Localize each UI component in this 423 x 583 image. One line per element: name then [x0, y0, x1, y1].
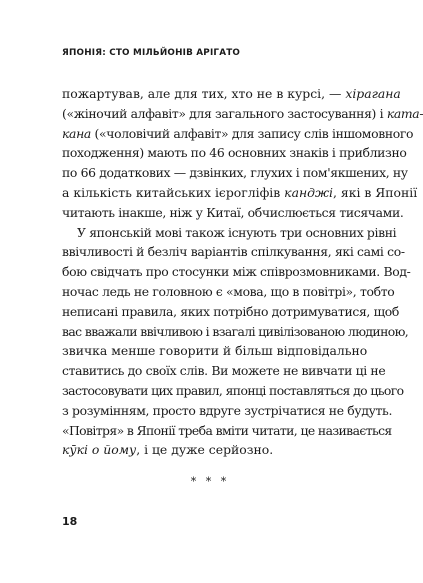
- text-line: У японській мові також існують три основних рівні: [77, 224, 397, 240]
- running-head: ЯПОНІЯ: СТО МІЛЬЙОНІВ АРІГАТО: [62, 48, 241, 58]
- text-line: застосовувати цих правил, японці поставляться до цього: [62, 383, 404, 398]
- section-break: * * *: [190, 475, 230, 488]
- text-line: вас вважали ввічливою і взагалі цивілізованою людиною,: [62, 323, 409, 339]
- text-line: «Повітря» в Японії треба вміти читати, це називається: [62, 422, 392, 438]
- text-line: неписані правила, яких потрібно дотримуватися, щоб: [62, 303, 399, 319]
- text-line: звичка менше говорити й більш відповідально: [62, 343, 368, 359]
- text-line: («жіночий алфавіт» для загального застосування) і ката-: [62, 105, 423, 121]
- text-line: по 66 додаткових — дзвінких, глухих і пом'якшених, ну: [62, 165, 408, 181]
- text-line: з розумінням, просто вдруге зустрічатися не будуть.: [62, 402, 393, 418]
- text-line: читають інакше, ніж у Китаї, обчислюється тисячами.: [62, 204, 404, 220]
- text-line: походження) мають по 46 основних знаків і приблизно: [62, 145, 407, 161]
- text-line: пожартував, але для тих, хто не в курсі, — хірагана: [62, 86, 401, 101]
- text-line: ввічливості й безліч варіантів спілкування, які самі со-: [62, 244, 405, 260]
- text-line: ставитись до своїх слів. Ви можете не вивчати ці не: [62, 363, 386, 379]
- text-line: кана («чоловічий алфавіт» для запису слів іншомовного: [62, 125, 414, 141]
- text-line: ночас ледь не головною є «мова, що в повітрі», тобто: [62, 284, 395, 299]
- text-line: бою свідчать про стосунки між співрозмовниками. Вод-: [62, 264, 411, 280]
- text-line: а кількість китайських ієрогліфів канджі, які в Японії: [62, 185, 418, 200]
- text-line: кӯкі о йому, і це дуже серйозно.: [62, 442, 274, 458]
- page-number: 18: [62, 515, 78, 528]
